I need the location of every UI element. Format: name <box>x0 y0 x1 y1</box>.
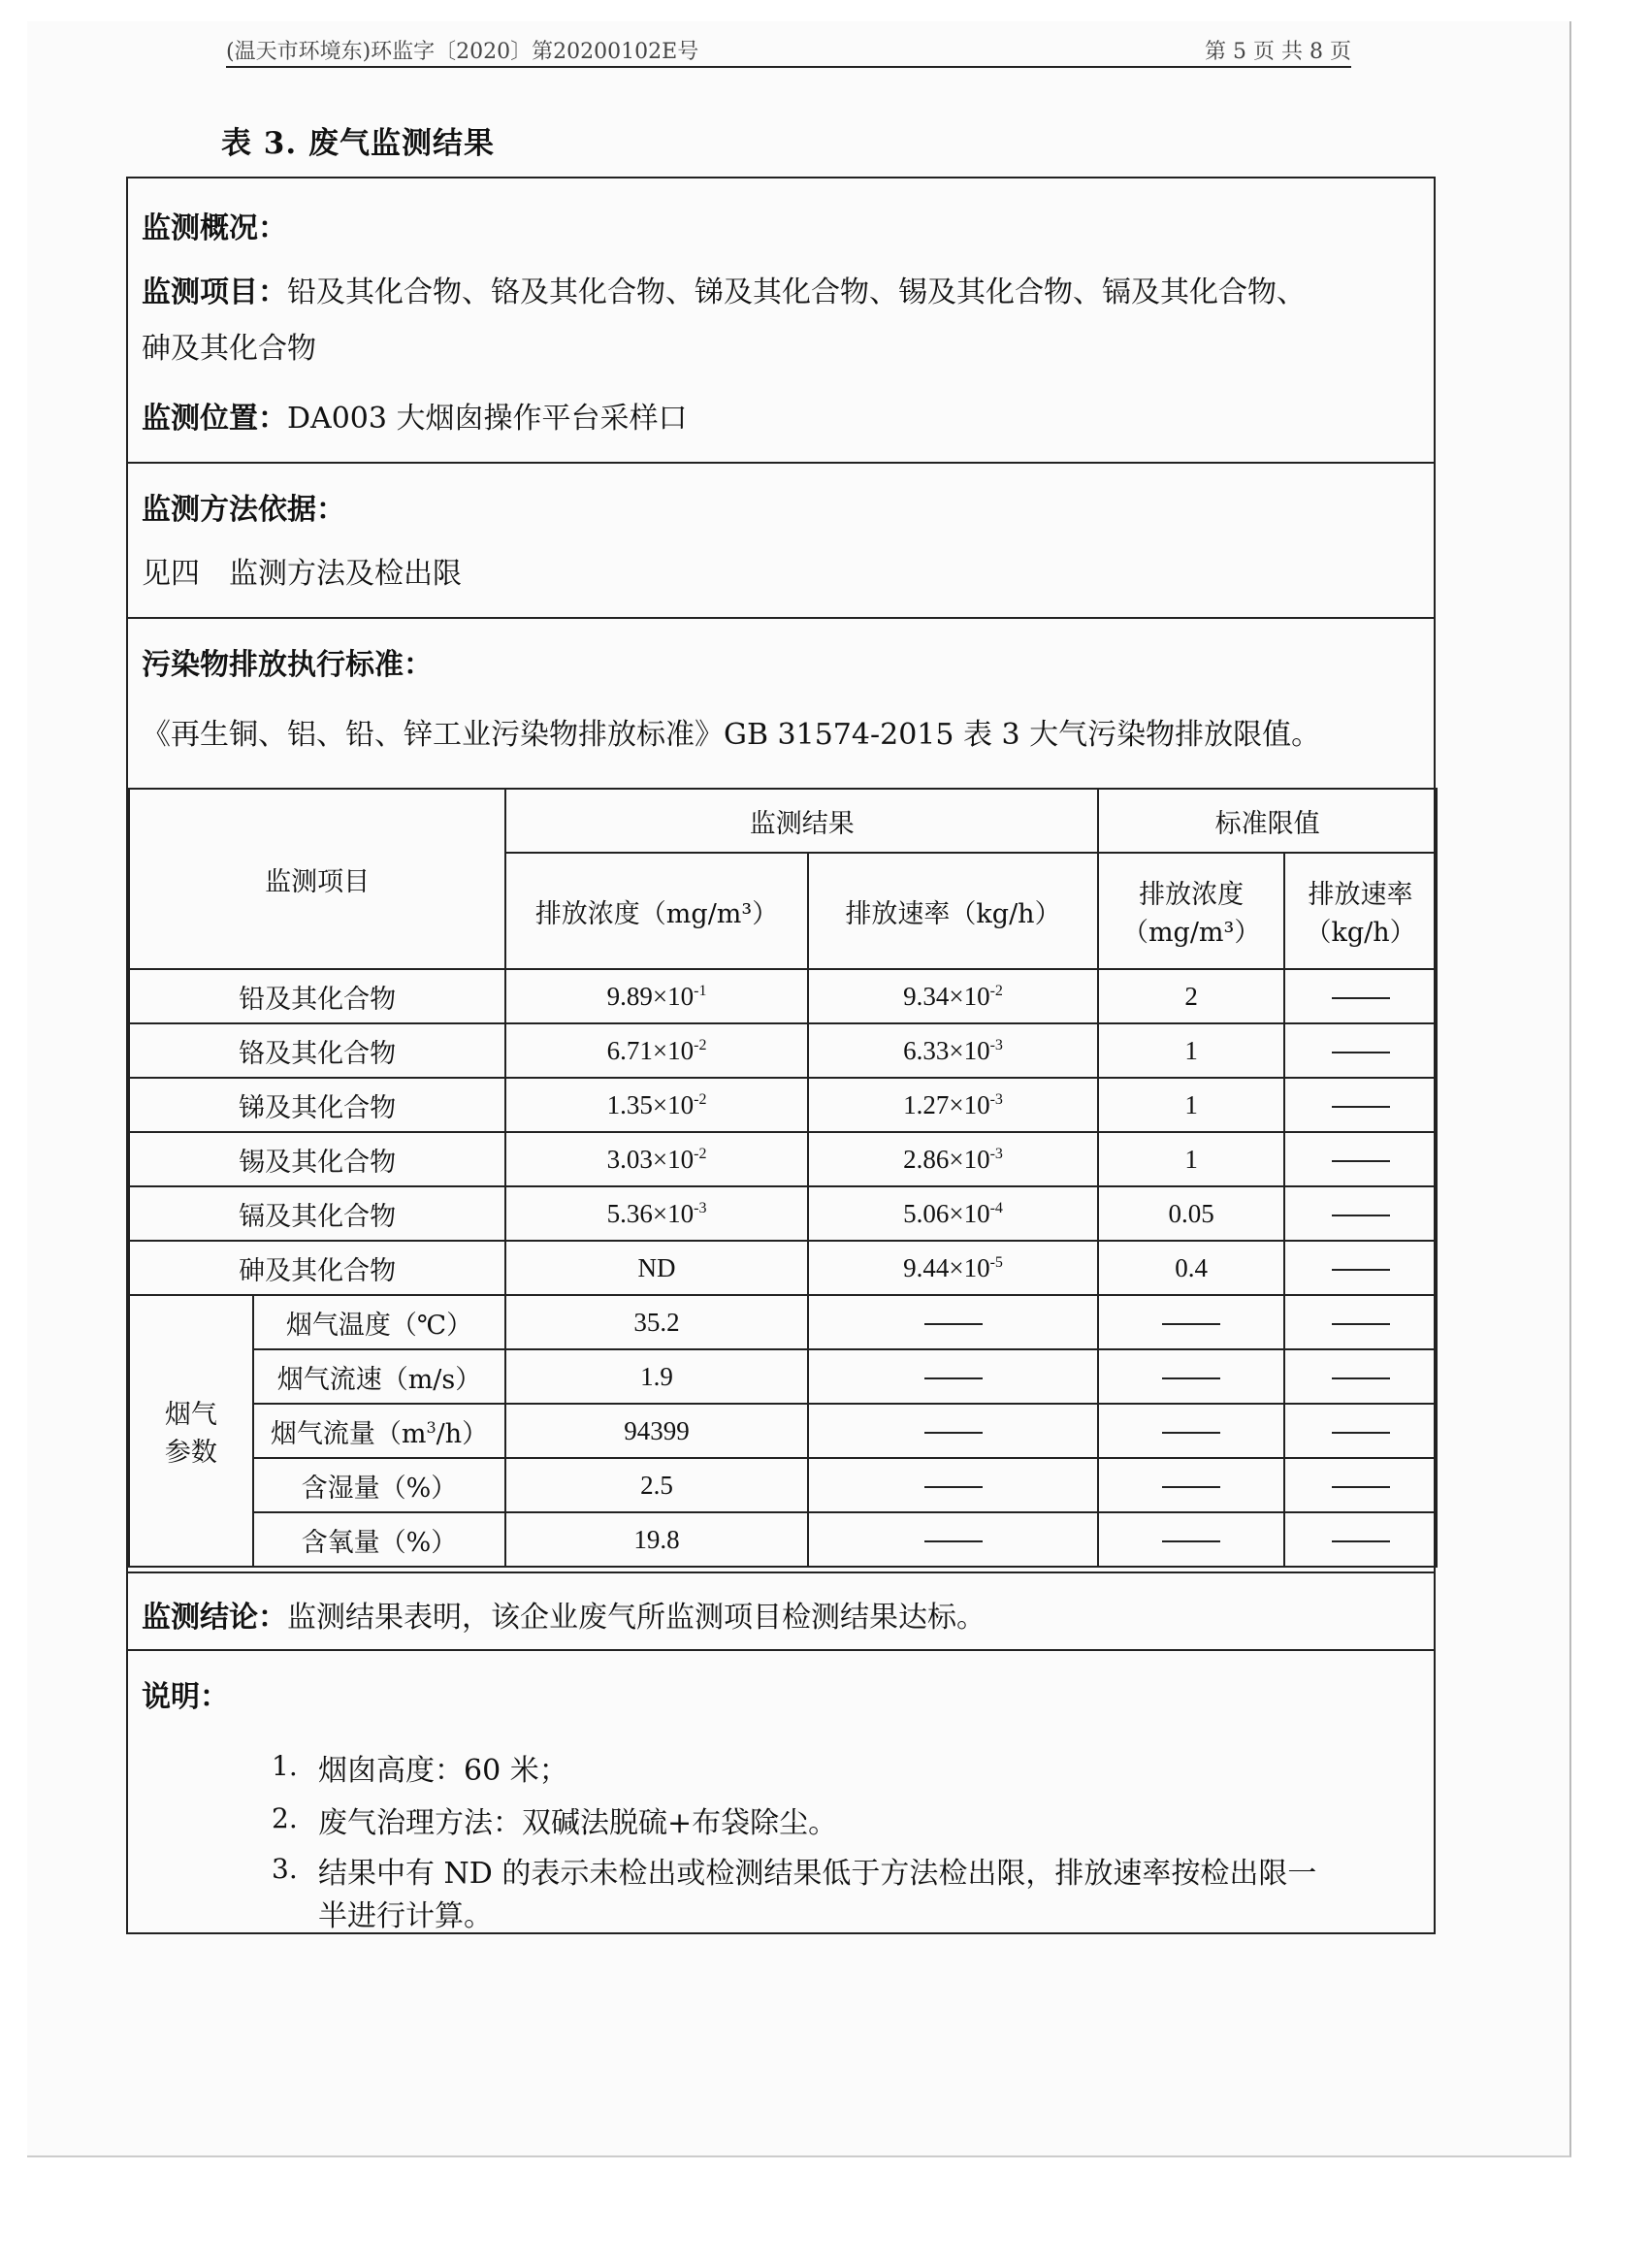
method-heading: 监测方法依据： <box>142 493 345 527</box>
overview-heading: 监测概况： <box>142 211 287 245</box>
conc-value: ND <box>505 1241 808 1295</box>
conc-value: $3.03\times 10^{-2}$ <box>505 1132 808 1186</box>
note-number: 3. <box>272 1853 298 1885</box>
flue-group-label: 烟气 参数 <box>129 1295 253 1567</box>
table-title: 表 3. 废气监测结果 <box>221 126 495 161</box>
limit-rate-value <box>1284 1078 1437 1132</box>
pollutant-name: 锑及其化合物 <box>129 1078 505 1132</box>
empty-dash <box>924 1377 983 1379</box>
empty-dash <box>1332 1432 1390 1434</box>
empty-dash <box>1332 1377 1390 1379</box>
flue-param-value: 2.5 <box>505 1458 808 1512</box>
items-line-1 <box>142 268 1306 310</box>
empty-dash <box>924 1540 983 1542</box>
conclusion-line <box>142 1593 986 1636</box>
col-header-limit: 标准限值 <box>1098 789 1437 853</box>
col-header-result: 监测结果 <box>505 789 1098 853</box>
limit-rate-value <box>1284 1132 1437 1186</box>
note-text-continued: 半进行计算。 <box>318 1899 493 1933</box>
location-line <box>142 394 688 437</box>
notes-heading: 说明： <box>142 1680 229 1714</box>
table-row <box>129 1132 1437 1186</box>
notes-section <box>128 1651 1434 1932</box>
table-row <box>129 1078 1437 1132</box>
table-row <box>129 1512 1437 1567</box>
limit-rate-value <box>1284 969 1437 1023</box>
limit-conc-value: 1 <box>1098 1023 1284 1078</box>
col-header-limit-rate <box>1284 853 1437 969</box>
rate-value: $9.34\times 10^{-2}$ <box>808 969 1098 1023</box>
empty-dash <box>924 1486 983 1488</box>
conc-value: $9.89\times 10^{-1}$ <box>505 969 808 1023</box>
standard-section <box>128 619 1434 788</box>
page-header <box>226 35 1351 68</box>
pollutant-name: 镉及其化合物 <box>129 1186 505 1241</box>
items-value-1: 铅及其化合物、铬及其化合物、锑及其化合物、锡及其化合物、镉及其化合物、 <box>287 275 1306 309</box>
table-row <box>129 1295 1437 1349</box>
limit-conc-value: 0.05 <box>1098 1186 1284 1241</box>
standard-text-content: 《再生铜、铝、铅、锌工业污染物排放标准》GB 31574-2015 表 3 大气污染物排放限值。 <box>142 718 1321 752</box>
empty-dash <box>924 1323 983 1325</box>
flue-param-name: 含湿量（%） <box>253 1458 506 1512</box>
limit-conc-value: 2 <box>1098 969 1284 1023</box>
report-number: (温天市环境东)环监字〔2020〕第20200102E号 <box>226 40 699 64</box>
results-frame <box>126 177 1436 1934</box>
location-label: 监测位置： <box>142 402 287 436</box>
note-text: 废气治理方法：双碱法脱硫+布袋除尘。 <box>318 1806 838 1840</box>
table-row <box>129 1023 1437 1078</box>
limit-rate-value <box>1284 1186 1437 1241</box>
empty-dash <box>1162 1323 1220 1325</box>
empty-dash <box>1332 1486 1390 1488</box>
col-header-rate: 排放速率（kg/h） <box>808 853 1098 969</box>
table-row <box>129 1241 1437 1295</box>
flue-param-name: 烟气流量$(m^3/h)$ <box>253 1404 506 1458</box>
rate-value: $5.06\times 10^{-4}$ <box>808 1186 1098 1241</box>
conc-value: $5.36\times 10^{-3}$ <box>505 1186 808 1241</box>
method-text: 见四 监测方法及检出限 <box>142 557 462 591</box>
col-header-limit-conc <box>1098 853 1284 969</box>
flue-param-name: 烟气流速（m/s） <box>253 1349 506 1404</box>
rate-value: $9.44\times 10^{-5}$ <box>808 1241 1098 1295</box>
rate-value: $1.27\times 10^{-3}$ <box>808 1078 1098 1132</box>
limit-rate-line-1: 排放速率 <box>1308 880 1413 910</box>
col-header-conc: 排放浓度（mg/m³） <box>505 853 808 969</box>
rate-value: $6.33\times 10^{-3}$ <box>808 1023 1098 1078</box>
conclusion-text: 监测结果表明，该企业废气所监测项目检测结果达标。 <box>287 1601 986 1635</box>
table-row <box>129 1458 1437 1512</box>
flue-param-value: 19.8 <box>505 1512 808 1567</box>
limit-rate-line-2: （kg/h） <box>1305 918 1416 948</box>
empty-dash <box>1162 1486 1220 1488</box>
flue-param-value: 94399 <box>505 1404 808 1458</box>
pollutant-name: 锡及其化合物 <box>129 1132 505 1186</box>
empty-dash <box>924 1432 983 1434</box>
items-label: 监测项目： <box>142 275 287 309</box>
limit-conc-value: 1 <box>1098 1078 1284 1132</box>
empty-dash <box>1332 1323 1390 1325</box>
note-text: 结果中有 ND 的表示未检出或检测结果低于方法检出限，排放速率按检出限一 <box>318 1857 1317 1891</box>
rate-value: $2.86\times 10^{-3}$ <box>808 1132 1098 1186</box>
note-number: 1. <box>272 1750 298 1782</box>
flue-param-name: 含氧量（%） <box>253 1512 506 1567</box>
method-section <box>128 464 1434 619</box>
conclusion-section <box>128 1571 1434 1651</box>
standard-heading: 污染物排放执行标准： <box>142 648 433 682</box>
empty-dash <box>1332 1540 1390 1542</box>
conc-value: $6.71\times 10^{-2}$ <box>505 1023 808 1078</box>
pollutant-name: 砷及其化合物 <box>129 1241 505 1295</box>
scanned-page <box>27 21 1571 2157</box>
location-value: DA003 大烟囱操作平台采样口 <box>287 402 688 436</box>
note-text: 烟囱高度：60 米； <box>318 1754 568 1788</box>
conclusion-label: 监测结论： <box>142 1601 287 1635</box>
empty-dash <box>1162 1540 1220 1542</box>
items-line-2: 砷及其化合物 <box>142 332 316 366</box>
flue-param-name: 烟气温度（℃） <box>253 1295 506 1349</box>
table-row <box>129 1186 1437 1241</box>
col-header-item: 监测项目 <box>129 789 505 969</box>
empty-dash <box>1162 1377 1220 1379</box>
limit-conc-line-2: （mg/m³） <box>1121 918 1261 948</box>
table-row <box>129 969 1437 1023</box>
page-number: 第 5 页 共 8 页 <box>1205 40 1351 64</box>
overview-section <box>128 178 1434 464</box>
table-row <box>129 1349 1437 1404</box>
note-number: 2. <box>272 1802 298 1834</box>
pollutant-name: 铅及其化合物 <box>129 969 505 1023</box>
pollutant-name: 铬及其化合物 <box>129 1023 505 1078</box>
limit-rate-value <box>1284 1023 1437 1078</box>
flue-param-value: 35.2 <box>505 1295 808 1349</box>
limit-rate-value <box>1284 1241 1437 1295</box>
standard-text <box>142 710 1320 753</box>
limit-conc-value: 0.4 <box>1098 1241 1284 1295</box>
flue-param-value: 1.9 <box>505 1349 808 1404</box>
conc-value: $1.35\times 10^{-2}$ <box>505 1078 808 1132</box>
limit-conc-value: 1 <box>1098 1132 1284 1186</box>
table-row <box>129 1404 1437 1458</box>
results-table <box>128 788 1438 1568</box>
limit-conc-line-1: 排放浓度 <box>1139 880 1245 910</box>
empty-dash <box>1162 1432 1220 1434</box>
